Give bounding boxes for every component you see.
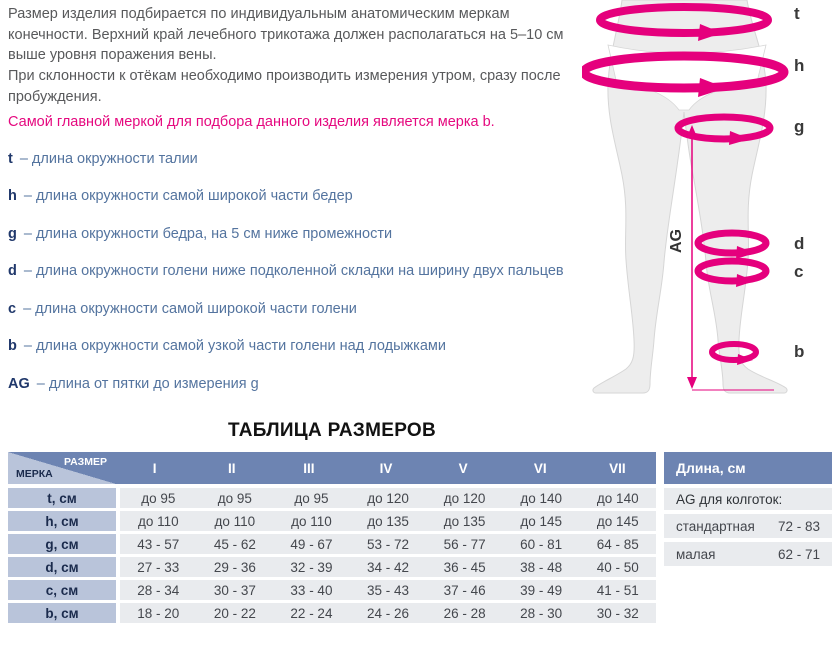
value-cell: до 120: [443, 490, 486, 506]
value-cell: 30 - 37: [213, 582, 256, 598]
figure-label-t: t: [794, 4, 800, 23]
measurement-key: c: [8, 300, 17, 317]
table-row: [8, 603, 656, 623]
figure-label-h: h: [794, 56, 805, 75]
value-cell: 32 - 39: [290, 559, 333, 575]
value-cell: 39 - 49: [520, 582, 563, 598]
value-cell: 43 - 57: [137, 536, 180, 552]
value-cell: 64 - 85: [596, 536, 639, 552]
column-header: I: [152, 460, 157, 476]
value-cell: 27 - 33: [137, 559, 180, 575]
column-header: VII: [609, 460, 626, 476]
value-cell: до 135: [443, 513, 486, 529]
measurement-item: [8, 178, 623, 216]
value-cell: до 95: [294, 490, 329, 506]
value-cell: 29 - 36: [213, 559, 256, 575]
intro-paragraph-1: Размер изделия подбирается по индивидуальным анатомическим меркам конечности. Верхний край лечебного трикотажа должен располагаться на 5–10 см выше уровня поражения вены.: [8, 6, 564, 63]
size-table-header: [8, 452, 656, 484]
measurement-desc: – длина окружности талии: [19, 150, 198, 167]
table-row: [8, 488, 656, 508]
measurement-item: [8, 253, 623, 291]
value-cell: 26 - 28: [443, 605, 486, 621]
row-values: [120, 603, 656, 623]
table-row: [8, 534, 656, 554]
measurement-key: b: [8, 338, 17, 355]
value-cell: до 95: [217, 490, 252, 506]
figure-label-b: b: [794, 342, 805, 361]
column-header: II: [227, 460, 236, 476]
value-cell: до 110: [137, 513, 179, 529]
row-label-cell: t, см: [8, 488, 116, 508]
value-cell: 60 - 81: [520, 536, 563, 552]
table-corner-cell: [8, 452, 116, 484]
measurement-desc: – длина от пятки до измерения g: [36, 375, 259, 392]
size-columns: [116, 452, 656, 484]
row-label-cell: g, см: [8, 534, 116, 554]
figure-label-c: c: [794, 262, 804, 281]
measurement-item: [8, 290, 623, 328]
table-row: [8, 557, 656, 577]
corner-size-label: РАЗМЕР: [64, 456, 107, 468]
value-cell: до 145: [596, 513, 639, 529]
value-cell: до 140: [596, 490, 639, 506]
length-value: 72 - 83: [777, 518, 820, 534]
measurement-desc: – длина окружности самой широкой части голени: [23, 300, 357, 317]
row-values: [120, 557, 656, 577]
measurement-key: d: [8, 263, 17, 280]
column-header: III: [303, 460, 315, 476]
value-cell: 30 - 32: [596, 605, 639, 621]
value-cell: до 110: [214, 513, 256, 529]
value-cell: 41 - 51: [596, 582, 639, 598]
row-label-cell: b, см: [8, 603, 116, 623]
value-cell: 20 - 22: [213, 605, 256, 621]
value-cell: 37 - 46: [443, 582, 486, 598]
value-cell: 28 - 30: [520, 605, 563, 621]
body-measurement-diagram: [582, 0, 832, 400]
value-cell: 18 - 20: [137, 605, 180, 621]
value-cell: 34 - 42: [367, 559, 410, 575]
highlight-note: Самой главной меркой для подбора данного изделия является мерка b.: [8, 114, 495, 130]
value-cell: до 95: [141, 490, 176, 506]
length-label: стандартная: [676, 518, 755, 534]
value-cell: 45 - 62: [213, 536, 256, 552]
table-row: [8, 580, 656, 600]
length-panel-rows: [664, 514, 832, 566]
value-cell: 33 - 40: [290, 582, 333, 598]
measurement-item: [8, 215, 623, 253]
value-cell: 24 - 26: [367, 605, 410, 621]
measurement-key: h: [8, 188, 17, 205]
value-cell: до 120: [367, 490, 409, 506]
row-label-cell: h, см: [8, 511, 116, 531]
measurement-desc: – длина окружности самой широкой части бедер: [23, 188, 353, 205]
value-cell: 35 - 43: [367, 582, 410, 598]
measurement-item: [8, 140, 623, 178]
length-panel-subtitle: AG для колготок:: [664, 488, 832, 510]
row-values: [120, 488, 656, 508]
figure-label-d: d: [794, 234, 805, 253]
measurement-desc: – длина окружности голени ниже подколенной складки на ширину двух пальцев: [23, 263, 564, 280]
row-label-cell: d, см: [8, 557, 116, 577]
measurement-item: [8, 328, 623, 366]
measurement-item: [8, 365, 623, 403]
column-header: V: [458, 460, 468, 476]
measurement-key: AG: [8, 375, 30, 392]
value-cell: до 110: [291, 513, 332, 529]
ag-label: AG: [668, 229, 685, 253]
measurement-list: [8, 140, 623, 403]
row-values: [120, 534, 656, 554]
value-cell: 28 - 34: [137, 582, 180, 598]
size-table-body: [8, 488, 656, 623]
measurement-key: t: [8, 150, 13, 167]
value-cell: 38 - 48: [520, 559, 563, 575]
value-cell: до 145: [520, 513, 563, 529]
length-label: малая: [676, 546, 716, 562]
corner-measure-label: МЕРКА: [16, 468, 53, 480]
length-panel: [664, 452, 832, 566]
value-cell: до 140: [520, 490, 563, 506]
value-cell: 49 - 67: [290, 536, 333, 552]
row-label-cell: c, см: [8, 580, 116, 600]
row-values: [120, 580, 656, 600]
figure-label-g: g: [794, 117, 805, 136]
measurement-desc: – длина окружности самой узкой части голени над лодыжками: [23, 338, 446, 355]
value-cell: 56 - 77: [443, 536, 486, 552]
column-header: VI: [533, 460, 547, 476]
size-table: [8, 452, 656, 626]
column-header: IV: [379, 460, 393, 476]
measurement-key: g: [8, 225, 17, 242]
table-row: [8, 511, 656, 531]
size-table-title: ТАБЛИЦА РАЗМЕРОВ: [227, 420, 437, 441]
intro-paragraph-2: При склонности к отёкам необходимо производить измерения утром, сразу после пробуждения.: [8, 68, 561, 105]
measurement-desc: – длина окружности бедра, на 5 см ниже промежности: [23, 225, 393, 242]
length-row: [664, 514, 832, 538]
value-cell: 36 - 45: [443, 559, 486, 575]
value-cell: до 135: [367, 513, 409, 529]
value-cell: 53 - 72: [367, 536, 410, 552]
length-row: [664, 542, 832, 566]
value-cell: 40 - 50: [596, 559, 639, 575]
length-panel-title: Длина, см: [664, 452, 832, 484]
length-value: 62 - 71: [777, 546, 820, 562]
value-cell: 22 - 24: [290, 605, 333, 621]
row-values: [120, 511, 656, 531]
